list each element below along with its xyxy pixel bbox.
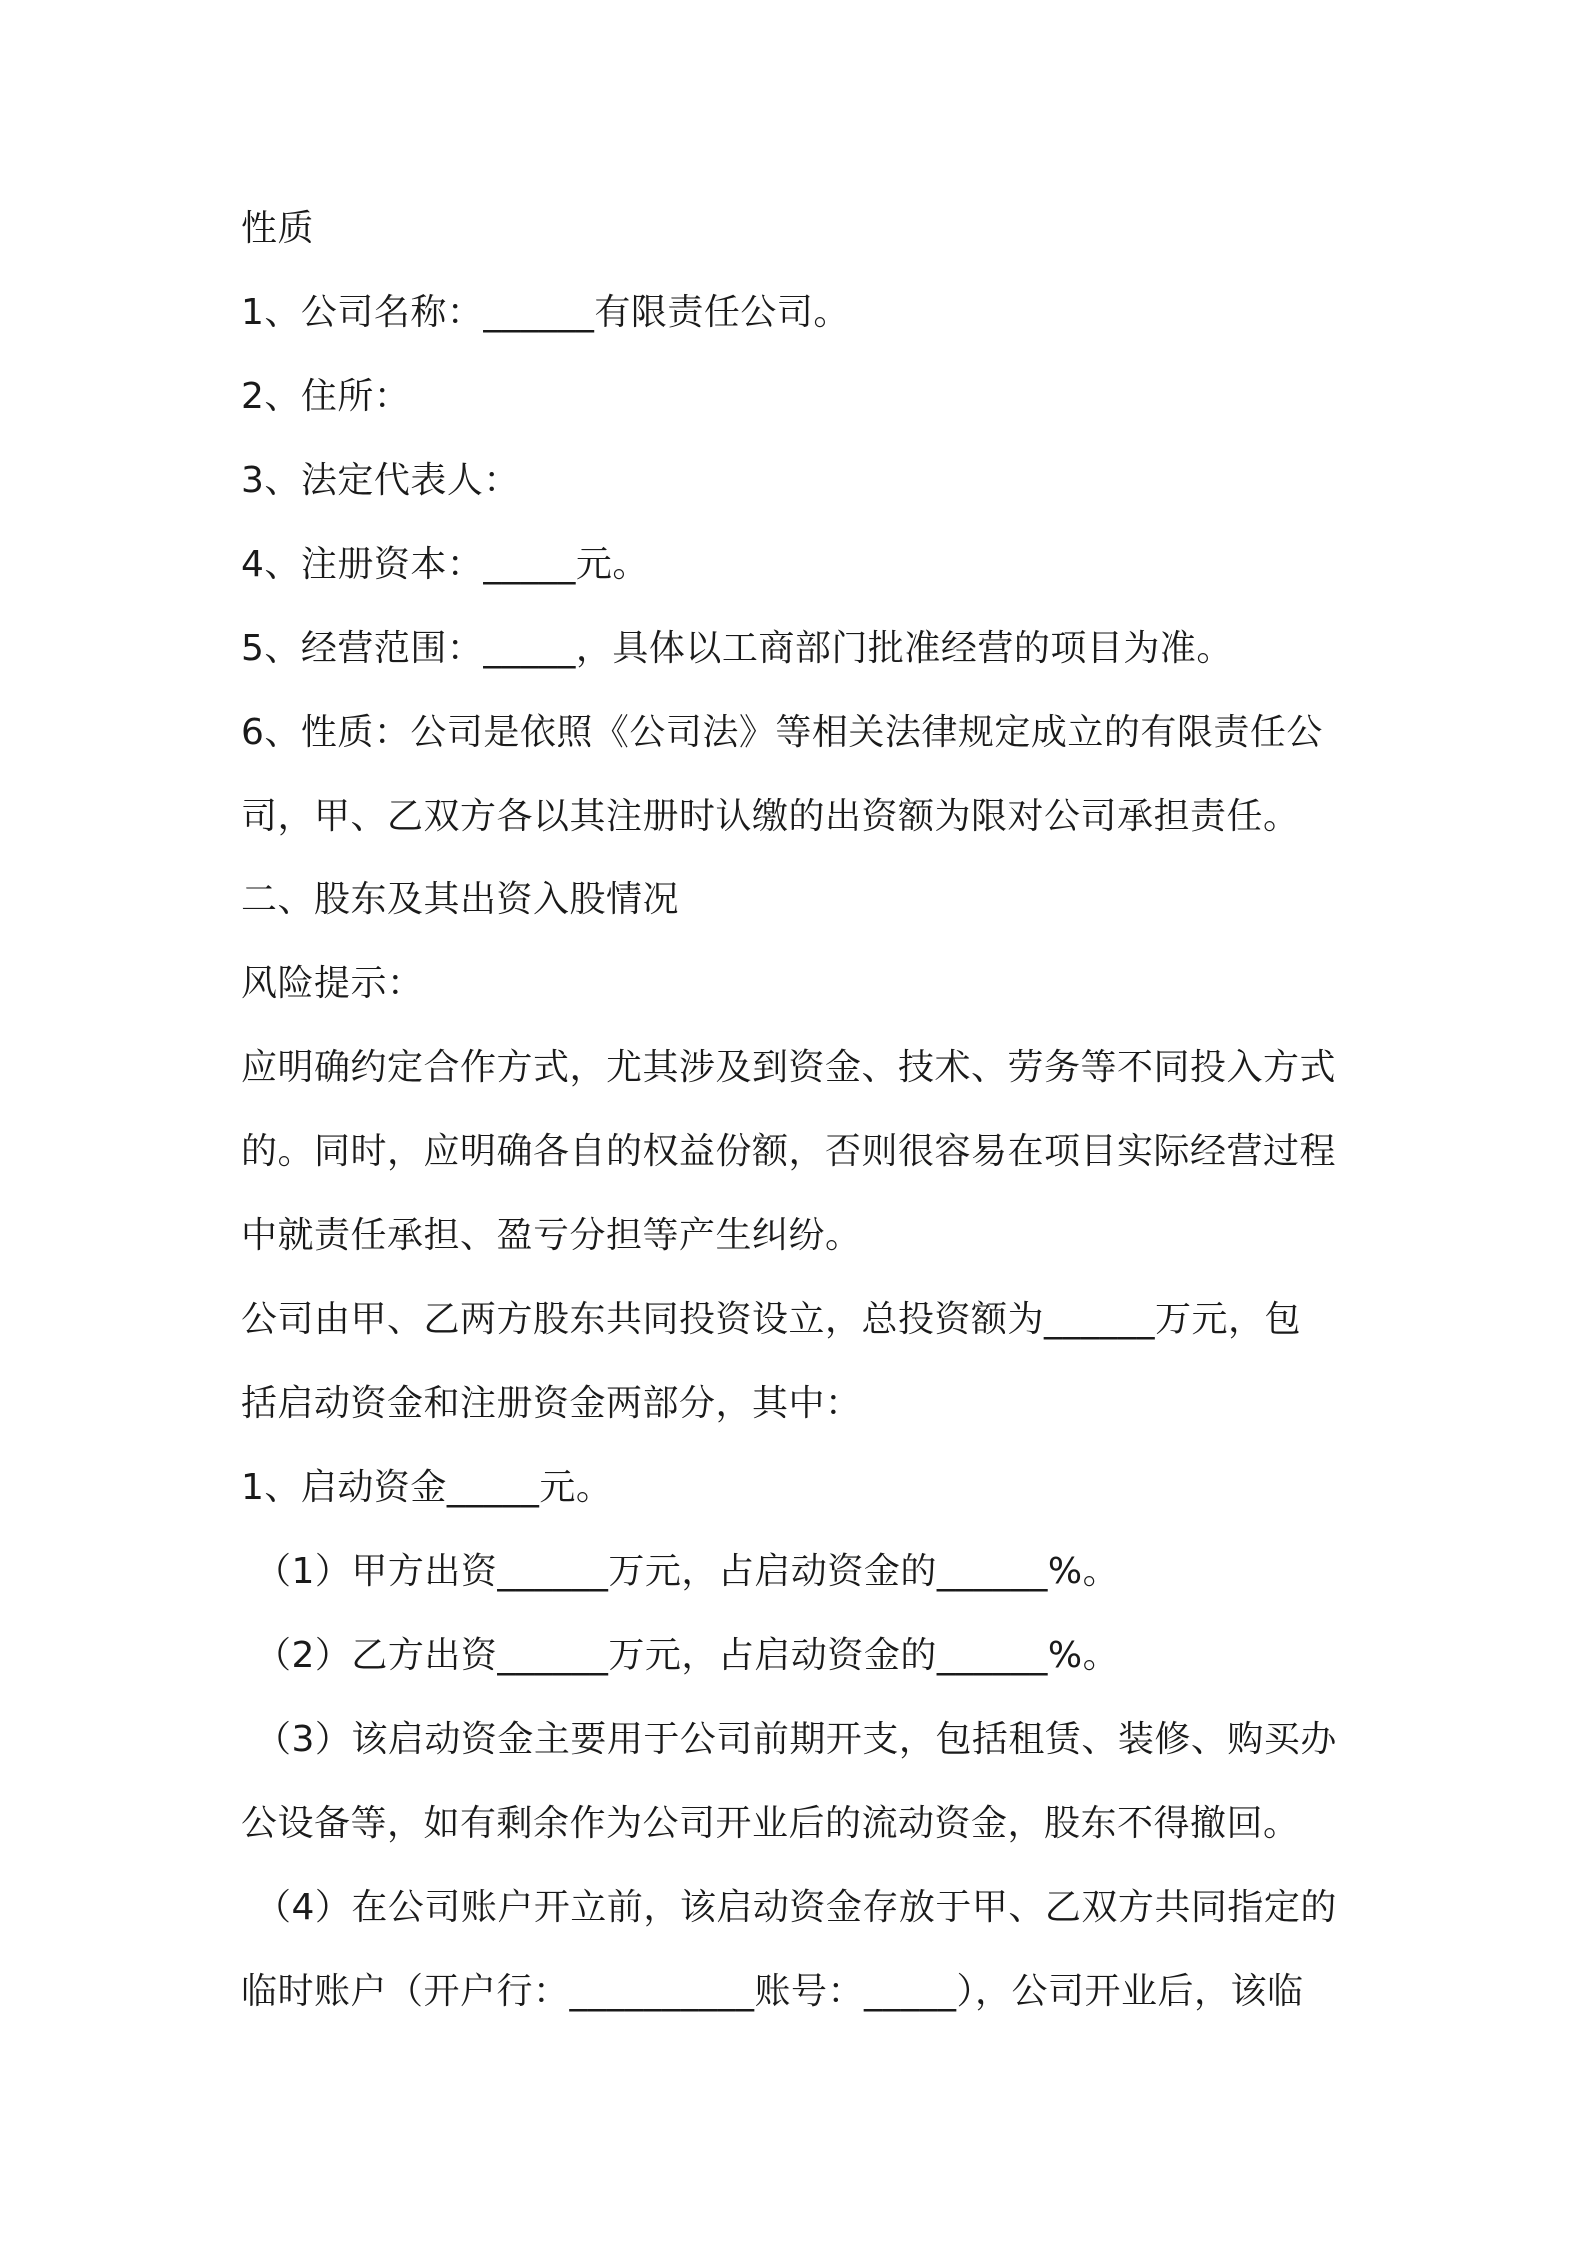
temporary-account-line-2: 临时账户（开户行：__________账号：_____），公司开业后，该临 [241, 1971, 1304, 2012]
clause-domicile: 2、住所： [241, 376, 411, 417]
clause-nature-line-2: 司，甲、乙双方各以其注册时认缴的出资额为限对公司承担责任。 [241, 796, 1300, 837]
risk-notice-line-2: 的。同时，应明确各自的权益份额，否则很容易在项目实际经营过程 [241, 1131, 1337, 1172]
startup-capital-usage-line-1: （3）该启动资金主要用于公司前期开支，包括租赁、装修、购买办 [255, 1719, 1337, 1760]
startup-capital-clause: 1、启动资金_____元。 [241, 1467, 613, 1508]
clause-business-scope: 5、经营范围：_____，具体以工商部门批准经营的项目为准。 [241, 628, 1233, 669]
investment-line-1: 公司由甲、乙两方股东共同投资设立，总投资额为______万元，包 [241, 1299, 1302, 1340]
clause-nature-line-1: 6、性质：公司是依照《公司法》等相关法律规定成立的有限责任公 [241, 712, 1323, 753]
risk-notice-heading: 风险提示： [241, 963, 424, 1004]
clause-legal-representative: 3、法定代表人： [241, 460, 520, 501]
temporary-account-line-1: （4）在公司账户开立前，该启动资金存放于甲、乙双方共同指定的 [255, 1887, 1337, 1928]
clause-company-name: 1、公司名称：______有限责任公司。 [241, 292, 850, 333]
risk-notice-line-1: 应明确约定合作方式，尤其涉及到资金、技术、劳务等不同投入方式 [241, 1047, 1337, 1088]
party-a-contribution: （1）甲方出资______万元，占启动资金的______%。 [255, 1551, 1120, 1592]
clause-registered-capital: 4、注册资本：_____元。 [241, 544, 649, 585]
investment-line-2: 括启动资金和注册资金两部分，其中： [241, 1383, 862, 1424]
party-b-contribution: （2）乙方出资______万元，占启动资金的______%。 [255, 1635, 1120, 1676]
startup-capital-usage-line-2: 公设备等，如有剩余作为公司开业后的流动资金，股东不得撤回。 [241, 1803, 1300, 1844]
section-heading-shareholders: 二、股东及其出资入股情况 [241, 879, 680, 920]
section-heading-nature: 性质 [241, 208, 315, 249]
risk-notice-line-3: 中就责任承担、盈亏分担等产生纠纷。 [241, 1215, 862, 1256]
